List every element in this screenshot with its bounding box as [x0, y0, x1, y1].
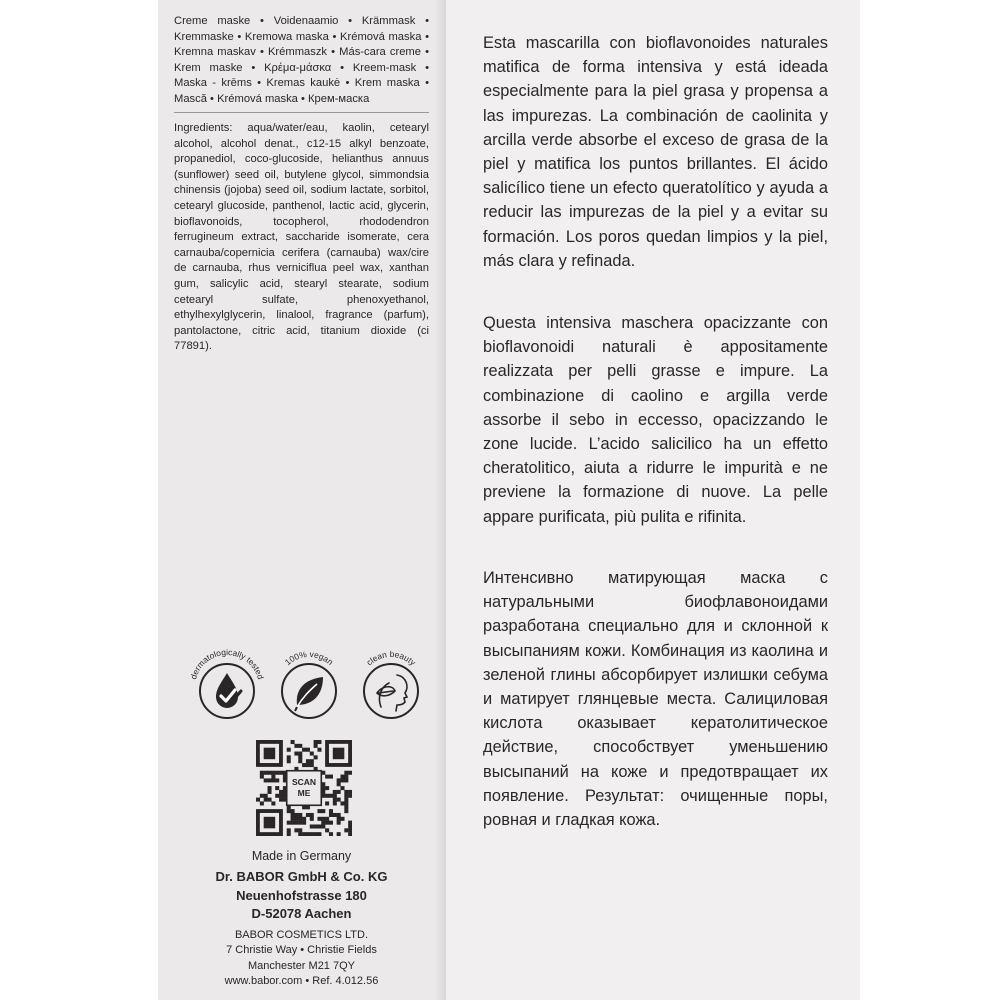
badge-label: 100% vegan: [282, 648, 336, 668]
badge-dermatologically-tested: [185, 635, 269, 731]
check-drop-icon: [216, 673, 241, 708]
uk-company-name: BABOR COSMETICS LTD.: [234, 928, 369, 941]
paragraph-spanish: Esta mascarilla con bioflavonoides naturales matifica de forma intensiva y está ideada especialmente para la piel grasa y propensa a las impurezas. La combinación de caolinita y arcilla verde absorbe el exceso de grasa de la piel y matifica los puntos brillantes. El ácido salicílico tiene un efecto queratolítico y ayuda a reducir las impurezas de la piel y a evitar su formación. Los poros quedan limpios y la piel, más clara y refinada.: [483, 34, 828, 270]
description-spanish: [483, 31, 828, 273]
leaf-icon: [295, 677, 323, 711]
background-left: [0, 0, 158, 1000]
background-right: [860, 0, 1000, 1000]
badge-vegan: [267, 635, 351, 731]
badge-label: dermatologically tested: [188, 646, 266, 681]
badge-clean-beauty: [349, 635, 433, 731]
company-name: Dr. BABOR GmbH & Co. KG: [215, 869, 388, 884]
company-info: [174, 848, 429, 990]
uk-company-city: Manchester M21 7QY: [248, 959, 355, 972]
paragraph-russian: Интенсивно матирующая маска с натуральными биофлавоноидами разработана специально для и склонной к высыпаниям кожи. Комбинация из каолина и зеленой глины абсорбирует излишки себума и матирует глянцевые места. Салициловая кислота оказывает кератолитическое действие, способствует уменьшению высыпаний на коже и предотвращает их появление. Результат: очищенные поры, ровная и гладкая кожа.: [483, 569, 828, 830]
product-names-list: Creme maske • Voidenaamio • Krämmask • Kremmaske • Kremowa maska • Krémová maska • Kremna maskav • Krémmaszk • Más-cara creme • Krem maske • Κρέμα-μάσκα • Kreem-mask • Maska - krēms • Kremas kaukė • Krem maska • Mască • Krémová maska • Крем-маска: [174, 15, 429, 105]
company-city: D-52078 Aachen: [251, 906, 352, 921]
certification-badges: [185, 635, 435, 735]
description-italian: [483, 311, 828, 529]
website-ref: www.babor.com • Ref. 4.012.56: [224, 975, 379, 987]
qr-scan-label: SCAN: [291, 777, 317, 787]
qr-me-label: ME: [297, 788, 311, 798]
ingredients-list: Ingredients: aqua/water/eau, kaolin, cetearyl alcohol, alcohol denat., c12-15 alkyl benzoate, propanediol, coco-glucoside, helianthus annuus (sunflower) seed oil, butylene glycol, simmondsia chinensis (jojoba) seed oil, sodium lactate, sorbitol, cetearyl glucoside, panthenol, lactic acid, glycerin, bioflavonoids, tocopherol, rhododendron ferrugineum extract, saccharide isomerate, cera carnauba/copernicia cerifera (carnauba) wax/cire de carnauba, rhus verniciflua peel wax, xanthan gum, salicylic acid, stearyl stearate, sodium cetearyl sulfate, phenoxyethanol, ethylhexylglycerin, linalool, fragrance (parfum), pantolactone, citric acid, titanium dioxide (ci 77891).: [174, 122, 429, 353]
face-leaf-icon: [377, 675, 407, 711]
made-in-germany: Made in Germany: [251, 849, 352, 863]
description-russian: [483, 566, 828, 832]
uk-company-street: 7 Christie Way • Christie Fields: [226, 944, 377, 956]
divider: [174, 112, 429, 113]
badge-label: clean beauty: [364, 648, 418, 668]
qr-code[interactable]: [256, 740, 352, 836]
paragraph-italian: Questa intensiva maschera opacizzante con bioflavonoidi naturali è appositamente realizzata per pelli grasse e impure. La combinazione di caolino e argilla verde assorbe il sebo in eccesso, opacizzando le zone lucide. L’acido salicilico ha un effetto cheratolitico, aiuta a ridurre le impurità e ne previene la formazione di nuove. La pelle appare purificata, più pulita e rifinita.: [483, 314, 828, 526]
svg-text:clean beauty: [364, 649, 418, 668]
company-street: Neuenhofstrasse 180: [236, 887, 367, 903]
